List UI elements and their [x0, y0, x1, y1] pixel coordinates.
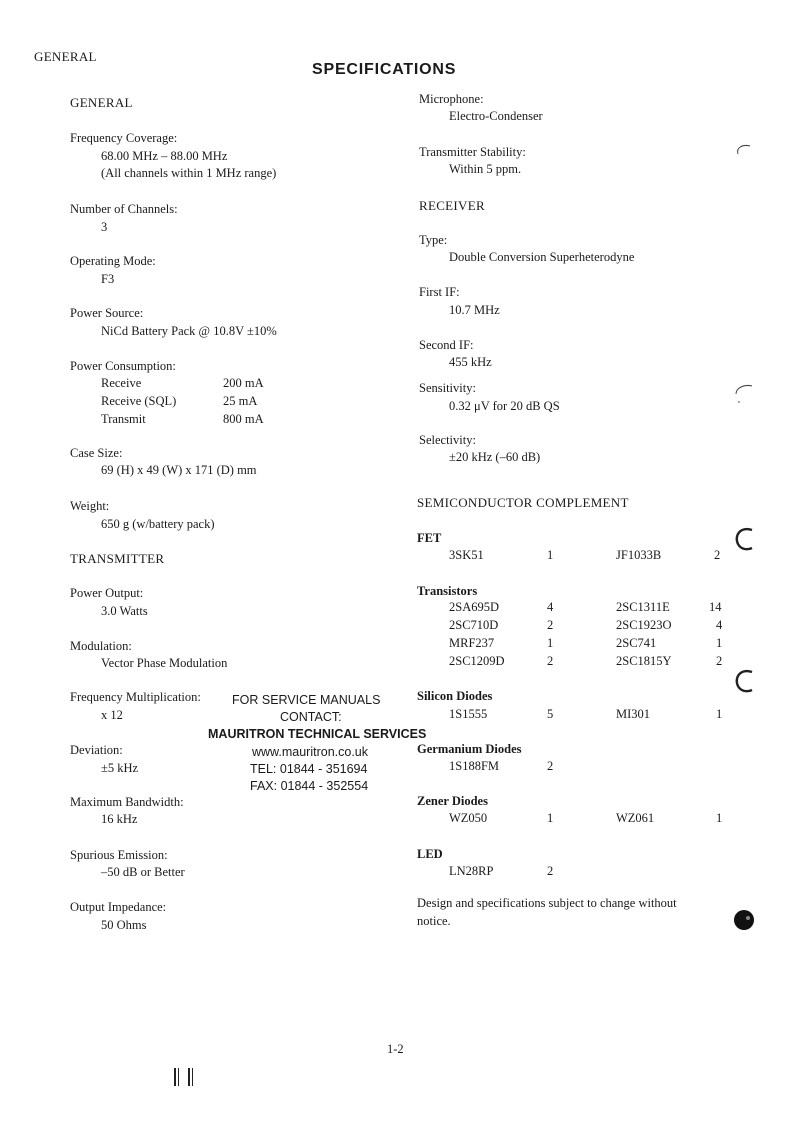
- power-consumption-mode: Receive: [101, 376, 142, 390]
- power-source-label: Power Source:: [70, 306, 144, 320]
- deviation-label: Deviation:: [70, 743, 123, 757]
- punch-hole-icon: [730, 906, 760, 936]
- note-line: notice.: [417, 914, 451, 928]
- binder-hole-icon: [730, 524, 760, 554]
- part-quantity: 1: [547, 811, 554, 825]
- part-number: 1S188FM: [449, 759, 500, 773]
- stamp-line: CONTACT:: [280, 710, 342, 724]
- binder-mark-icon: [730, 380, 760, 410]
- case-size-label: Case Size:: [70, 446, 123, 460]
- power-source-value: NiCd Battery Pack @ 10.8V ±10%: [101, 324, 277, 338]
- max-bandwidth-value: 16 kHz: [101, 812, 138, 826]
- transistors-label: Transistors: [417, 584, 478, 598]
- part-quantity: 1: [547, 636, 554, 650]
- selectivity-label: Selectivity:: [419, 433, 476, 447]
- part-quantity: 1: [716, 811, 723, 825]
- part-number: 2SC1815Y: [616, 654, 672, 668]
- part-quantity: 2: [547, 654, 554, 668]
- part-quantity: 4: [716, 618, 723, 632]
- second-if-label: Second IF:: [419, 338, 474, 352]
- part-number: WZ061: [616, 811, 655, 825]
- fet-label: FET: [417, 531, 442, 545]
- part-number: 3SK51: [449, 548, 484, 562]
- part-quantity: 2: [547, 618, 554, 632]
- part-number: 2SC1923O: [616, 618, 672, 632]
- case-size-value: 69 (H) x 49 (W) x 171 (D) mm: [101, 463, 257, 477]
- sensitivity-value: 0.32 μV for 20 dB QS: [449, 399, 560, 413]
- stamp-line: FOR SERVICE MANUALS: [232, 693, 381, 707]
- receiver-heading: RECEIVER: [419, 198, 485, 213]
- spurious-emission-value: –50 dB or Better: [101, 865, 185, 879]
- semiconductor-heading: SEMICONDUCTOR COMPLEMENT: [417, 495, 629, 510]
- general-heading: GENERAL: [70, 95, 133, 110]
- first-if-label: First IF:: [419, 285, 460, 299]
- channels-label: Number of Channels:: [70, 202, 178, 216]
- operating-mode-label: Operating Mode:: [70, 254, 156, 268]
- part-number: 2SC741: [616, 636, 657, 650]
- selectivity-value: ±20 kHz (–60 dB): [449, 450, 541, 464]
- power-consumption-label: Power Consumption:: [70, 359, 176, 373]
- frequency-coverage-note: (All channels within 1 MHz range): [101, 166, 277, 180]
- frequency-multiplication-label: Frequency Multiplication:: [70, 690, 201, 704]
- part-quantity: 2: [716, 654, 723, 668]
- part-quantity: 2: [714, 548, 721, 562]
- part-quantity: 2: [547, 864, 554, 878]
- germanium-diodes-label: Germanium Diodes: [417, 742, 522, 756]
- sensitivity-label: Sensitivity:: [419, 381, 476, 395]
- output-impedance-label: Output Impedance:: [70, 900, 167, 914]
- microphone-label: Microphone:: [419, 92, 484, 106]
- channels-value: 3: [101, 220, 108, 234]
- power-consumption-value: 800 mA: [223, 412, 264, 426]
- modulation-value: Vector Phase Modulation: [101, 656, 228, 670]
- deviation-value: ±5 kHz: [101, 761, 139, 775]
- weight-value: 650 g (w/battery pack): [101, 517, 215, 531]
- frequency-multiplication-value: x 12: [101, 708, 123, 722]
- stamp-line: FAX: 01844 - 352554: [250, 779, 369, 793]
- part-quantity: 5: [547, 707, 554, 721]
- stamp-line: MAURITRON TECHNICAL SERVICES: [208, 727, 427, 741]
- power-consumption-value: 200 mA: [223, 376, 264, 390]
- frequency-coverage-label: Frequency Coverage:: [70, 131, 178, 145]
- part-number: 2SC1209D: [449, 654, 505, 668]
- output-impedance-value: 50 Ohms: [101, 918, 147, 932]
- part-quantity: 14: [709, 600, 722, 614]
- zener-diodes-label: Zener Diodes: [417, 794, 488, 808]
- second-if-value: 455 kHz: [449, 355, 492, 369]
- transmitter-heading: TRANSMITTER: [70, 551, 165, 566]
- part-number: MI301: [616, 707, 651, 721]
- part-number: 2SC710D: [449, 618, 499, 632]
- power-consumption-mode: Transmit: [101, 412, 146, 426]
- page-number: 1-2: [387, 1042, 404, 1056]
- page-title: SPECIFICATIONS: [312, 61, 457, 78]
- tx-stability-label: Transmitter Stability:: [419, 145, 526, 159]
- part-number: 2SA695D: [449, 600, 500, 614]
- stamp-line: TEL: 01844 - 351694: [250, 762, 368, 776]
- scan-artifact-icon: [170, 1066, 200, 1090]
- type-label: Type:: [419, 233, 448, 247]
- part-quantity: 4: [547, 600, 554, 614]
- max-bandwidth-label: Maximum Bandwidth:: [70, 795, 184, 809]
- stamp-line: www.mauritron.co.uk: [252, 745, 369, 759]
- power-consumption-value: 25 mA: [223, 394, 258, 408]
- part-quantity: 1: [547, 548, 554, 562]
- part-quantity: 2: [547, 759, 554, 773]
- binder-mark-icon: [730, 140, 760, 160]
- part-number: WZ050: [449, 811, 488, 825]
- modulation-label: Modulation:: [70, 639, 132, 653]
- part-number: MRF237: [449, 636, 495, 650]
- silicon-diodes-label: Silicon Diodes: [417, 689, 493, 703]
- part-quantity: 1: [716, 707, 723, 721]
- tx-stability-value: Within 5 ppm.: [449, 162, 522, 176]
- frequency-coverage-value: 68.00 MHz – 88.00 MHz: [101, 149, 228, 163]
- type-value: Double Conversion Superheterodyne: [449, 250, 635, 264]
- part-number: 2SC1311E: [616, 600, 670, 614]
- microphone-value: Electro-Condenser: [449, 109, 543, 123]
- weight-label: Weight:: [70, 499, 110, 513]
- power-output-label: Power Output:: [70, 586, 144, 600]
- part-quantity: 1: [716, 636, 723, 650]
- part-number: 1S1555: [449, 707, 488, 721]
- first-if-value: 10.7 MHz: [449, 303, 500, 317]
- power-output-value: 3.0 Watts: [101, 604, 148, 618]
- note-line: Design and specifications subject to change without: [417, 896, 677, 910]
- part-number: JF1033B: [616, 548, 662, 562]
- binder-hole-icon: [730, 666, 760, 696]
- power-consumption-mode: Receive (SQL): [101, 394, 177, 408]
- part-number: LN28RP: [449, 864, 494, 878]
- led-label: LED: [417, 847, 443, 861]
- page-header: GENERAL: [34, 49, 97, 64]
- spurious-emission-label: Spurious Emission:: [70, 848, 168, 862]
- operating-mode-value: F3: [101, 272, 115, 286]
